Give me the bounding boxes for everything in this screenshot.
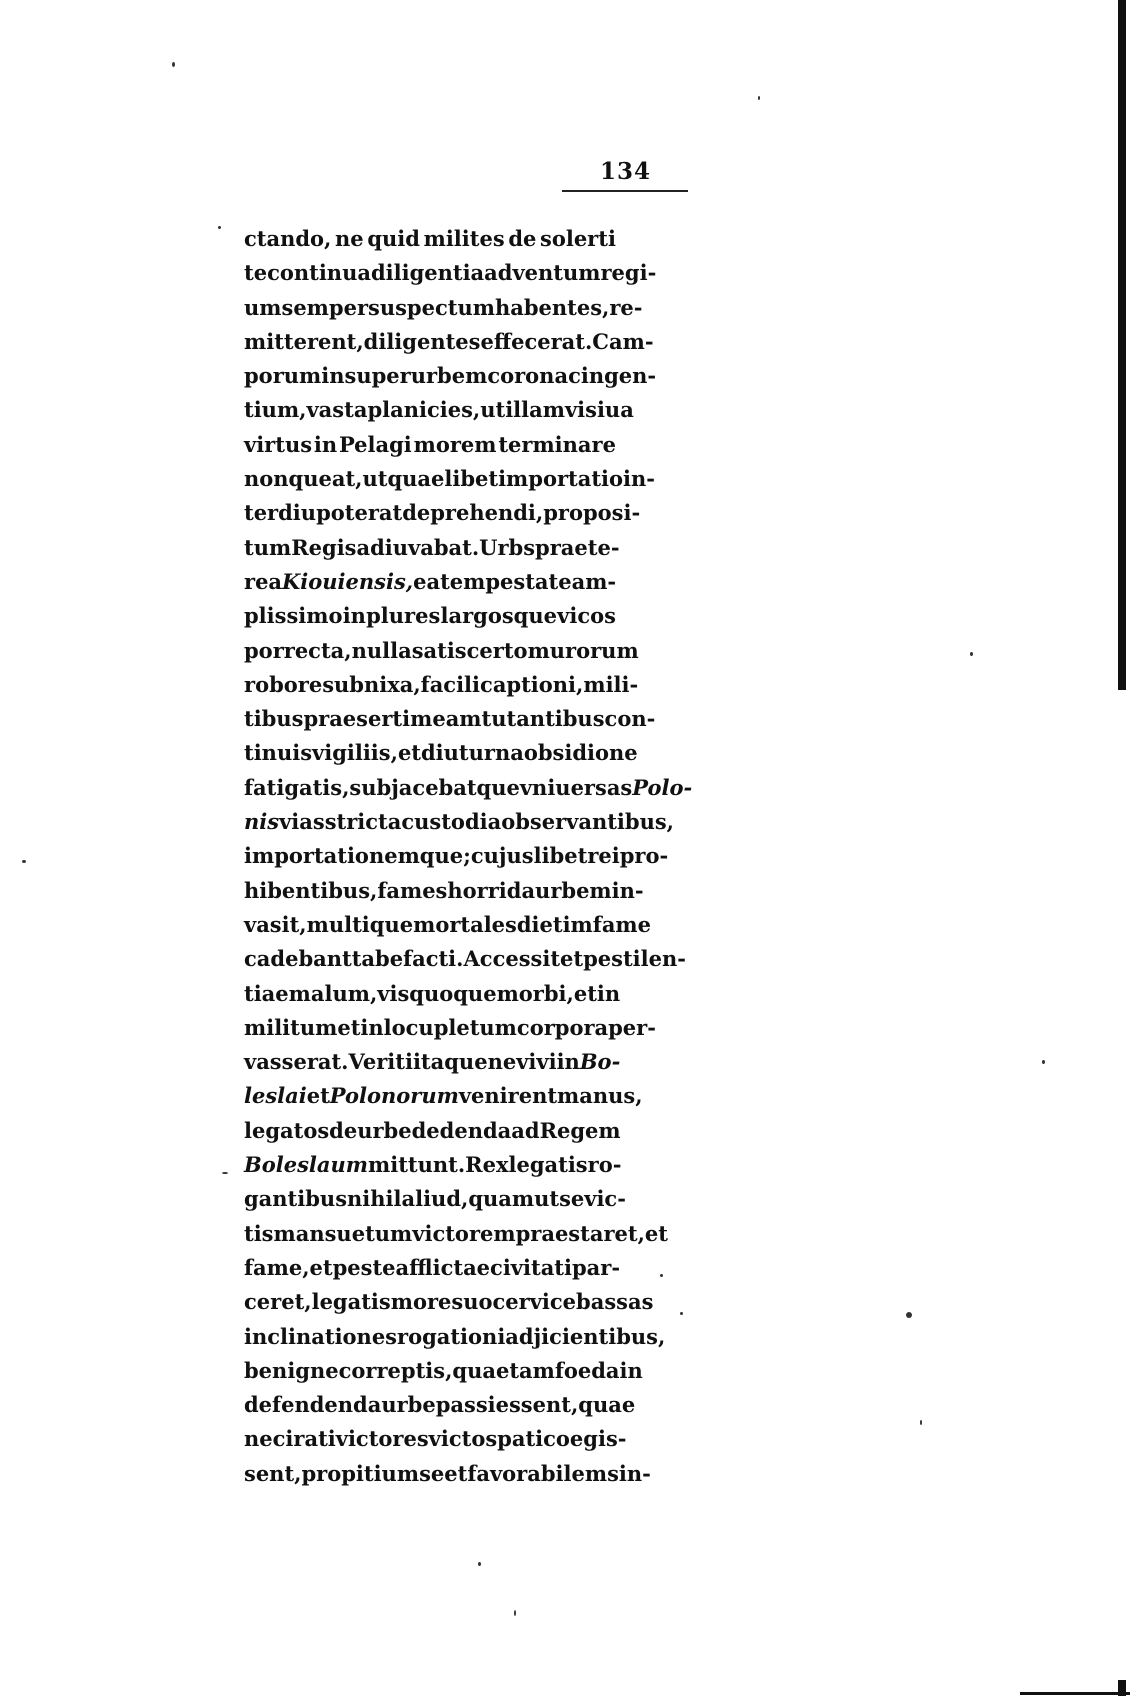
word: militum xyxy=(244,1014,338,1040)
word: quid xyxy=(367,226,420,251)
word: vicos xyxy=(557,603,616,629)
text-line xyxy=(244,428,616,462)
word: afflictae xyxy=(395,1254,491,1280)
word: facili xyxy=(420,671,481,697)
word: de xyxy=(508,226,537,251)
text-line xyxy=(244,908,652,942)
word: fame xyxy=(592,911,652,937)
word: cadebant xyxy=(244,946,352,972)
word: Veriti xyxy=(348,1049,413,1075)
text-line xyxy=(244,1388,636,1422)
word: illam xyxy=(505,397,565,423)
page-edge-shadow xyxy=(1118,0,1126,690)
word: mili- xyxy=(583,671,639,697)
scan-speck xyxy=(478,1562,481,1566)
word: plissimo xyxy=(244,603,343,629)
word: itaque xyxy=(412,1049,488,1075)
word: tempestate xyxy=(440,568,572,594)
word: importationemque; xyxy=(244,843,471,869)
word: pestilen- xyxy=(583,946,686,972)
word: rei xyxy=(587,843,620,869)
word: custodia xyxy=(401,809,502,835)
word: victos xyxy=(428,1426,498,1452)
text-line xyxy=(244,1011,656,1045)
word: subnixa, xyxy=(322,671,421,697)
text-line xyxy=(244,1320,666,1354)
text-line xyxy=(244,634,639,668)
word: nis xyxy=(244,809,280,835)
word: semper xyxy=(281,294,369,320)
word: non xyxy=(244,466,289,492)
word: multique xyxy=(306,911,414,937)
word: peste xyxy=(332,1254,396,1280)
scan-speck xyxy=(514,1610,516,1616)
text-line xyxy=(244,1285,654,1319)
word: diligentes xyxy=(363,328,481,354)
word: malum, xyxy=(288,980,378,1006)
text-line xyxy=(244,222,616,256)
scan-speck xyxy=(218,226,221,229)
word: inclinationes xyxy=(244,1323,397,1349)
word: defendenda xyxy=(244,1392,382,1418)
word: quoque xyxy=(409,980,497,1006)
scan-speck xyxy=(920,1420,922,1425)
word: habentes, xyxy=(494,294,610,320)
word: tiae xyxy=(244,980,289,1006)
word: re- xyxy=(609,294,643,320)
word: fames xyxy=(377,877,448,903)
word: et xyxy=(309,1254,333,1280)
word: praete- xyxy=(535,534,620,560)
word: virtus xyxy=(244,431,313,457)
text-line xyxy=(244,942,686,976)
word: sent, xyxy=(244,1460,302,1486)
text-line xyxy=(244,977,621,1011)
word: se xyxy=(559,1186,585,1212)
word: adventum xyxy=(484,260,601,286)
word: in xyxy=(313,431,338,457)
word: ne xyxy=(335,226,364,251)
word: porrecta, xyxy=(244,637,352,663)
word: manus, xyxy=(557,1083,643,1109)
word: Kiouiensis, xyxy=(282,568,414,594)
word: bassas xyxy=(576,1289,654,1315)
word: legatis xyxy=(311,1289,391,1315)
word: queat, xyxy=(288,466,363,492)
text-line xyxy=(244,325,654,359)
word: vias xyxy=(279,809,325,835)
scan-speck xyxy=(222,1172,228,1174)
word: leslai xyxy=(244,1083,307,1109)
word: suspectum xyxy=(368,294,495,320)
word: pro- xyxy=(619,843,669,869)
word: ro- xyxy=(587,1152,622,1178)
word: ne xyxy=(487,1049,517,1075)
scan-speck xyxy=(680,1312,683,1315)
word: quae xyxy=(452,1357,510,1383)
word: Cam- xyxy=(592,328,654,354)
word: terminare xyxy=(498,431,616,457)
text-line xyxy=(244,1422,627,1456)
bottom-edge-mark xyxy=(1118,1680,1126,1696)
word: in- xyxy=(611,877,644,903)
text-line xyxy=(244,1354,643,1388)
word: um xyxy=(244,294,282,320)
word: vasit, xyxy=(244,911,307,937)
word: quae xyxy=(578,1392,636,1418)
word: victores xyxy=(335,1426,429,1452)
word: mansuetum xyxy=(273,1220,413,1246)
word: Pelagi xyxy=(338,431,412,457)
word: quam xyxy=(468,1186,535,1212)
page-number: 134 xyxy=(600,158,652,185)
word: quaelibet xyxy=(387,466,499,492)
word: mittunt. xyxy=(368,1152,466,1178)
word: more xyxy=(390,1289,452,1315)
text-line xyxy=(244,702,656,736)
bottom-edge-rule xyxy=(1020,1692,1130,1695)
header-rule xyxy=(562,190,688,192)
word: suo xyxy=(451,1289,493,1315)
word: Regem xyxy=(539,1117,621,1143)
word: cervice xyxy=(492,1289,577,1315)
scan-speck xyxy=(906,1312,912,1318)
word: per- xyxy=(608,1014,656,1040)
text-line xyxy=(244,736,638,770)
scan-speck xyxy=(970,652,973,656)
word: murorum xyxy=(527,637,639,663)
word: terdiu xyxy=(244,500,317,526)
word: legatos xyxy=(244,1117,330,1143)
word: diligentia xyxy=(370,260,485,286)
word: corona xyxy=(487,363,569,389)
word: ut xyxy=(362,466,388,492)
word: captioni, xyxy=(480,671,584,697)
word: legatis xyxy=(508,1152,588,1178)
text-line xyxy=(244,1457,651,1491)
word: in xyxy=(596,980,621,1006)
word: insuper xyxy=(321,363,411,389)
word: continua xyxy=(267,260,371,286)
text-line xyxy=(244,291,643,325)
word: tinuis xyxy=(244,740,313,766)
text-line xyxy=(244,531,620,565)
word: nulla xyxy=(351,637,412,663)
word: praestaret, xyxy=(515,1220,645,1246)
word: et xyxy=(644,1220,668,1246)
word: tum xyxy=(244,534,292,560)
text-line xyxy=(244,874,644,908)
scan-speck xyxy=(172,62,175,67)
word: vniuersas xyxy=(519,774,633,800)
word: adjicientibus, xyxy=(505,1323,666,1349)
word: et xyxy=(337,1014,361,1040)
word: deprehendi, xyxy=(402,500,544,526)
text-line xyxy=(244,462,655,496)
word: proposi- xyxy=(543,500,641,526)
word: rea xyxy=(244,568,283,594)
text-line xyxy=(244,565,616,599)
word: dietim xyxy=(516,911,593,937)
word: nihil xyxy=(347,1186,402,1212)
word: hibentibus, xyxy=(244,877,378,903)
word: favorabilem xyxy=(467,1460,608,1486)
word: corpora xyxy=(516,1014,609,1040)
text-line xyxy=(244,359,657,393)
word: in xyxy=(556,1049,580,1075)
word: venirent xyxy=(458,1083,558,1109)
word: rogationi xyxy=(397,1323,506,1349)
word: diuturna xyxy=(421,740,524,766)
word: irati xyxy=(285,1426,336,1452)
word: ctando, xyxy=(244,226,332,251)
word: vasserat. xyxy=(244,1049,349,1075)
body-text xyxy=(244,222,693,1491)
word: milites xyxy=(423,226,505,251)
word: victorem xyxy=(412,1220,516,1246)
word: horrida xyxy=(447,877,536,903)
word: in xyxy=(360,1014,384,1040)
word: propitium xyxy=(301,1460,420,1486)
word: de xyxy=(329,1117,358,1143)
word: urbe xyxy=(357,1117,412,1143)
word: visiua xyxy=(564,397,634,423)
word: subjacebatque xyxy=(349,774,520,800)
text-line xyxy=(244,668,639,702)
word: et xyxy=(444,1460,468,1486)
word: morem xyxy=(413,431,497,457)
word: tam xyxy=(509,1357,555,1383)
text-line xyxy=(244,1217,668,1251)
word: robore xyxy=(244,671,323,697)
word: gantibus xyxy=(244,1186,348,1212)
word: nec xyxy=(244,1426,286,1452)
word: urbem xyxy=(535,877,612,903)
word: in xyxy=(342,603,366,629)
word: coegis- xyxy=(543,1426,627,1452)
word: effecerat. xyxy=(480,328,593,354)
word: largosque xyxy=(440,603,557,629)
word: praesertim xyxy=(303,706,433,732)
word: aliud, xyxy=(401,1186,469,1212)
word: eam xyxy=(432,706,482,732)
word: in- xyxy=(623,466,655,492)
word: tium, xyxy=(244,397,307,423)
text-line xyxy=(244,805,674,839)
word: Accessit xyxy=(463,946,561,972)
word: urbe xyxy=(381,1392,436,1418)
word: sin- xyxy=(607,1460,651,1486)
word: passi xyxy=(435,1392,496,1418)
text-line xyxy=(244,1045,621,1079)
word: et xyxy=(306,1083,330,1109)
word: tabefacti. xyxy=(351,946,464,972)
word: cujuslibet xyxy=(470,843,588,869)
word: te xyxy=(244,260,268,286)
text-line xyxy=(244,1079,643,1113)
word: solerti xyxy=(540,226,616,251)
text-line xyxy=(244,393,634,427)
word: mitterent, xyxy=(244,328,364,354)
word: vis xyxy=(377,980,410,1006)
word: satis xyxy=(411,637,467,663)
text-line xyxy=(244,1114,621,1148)
word: tis xyxy=(244,1220,274,1246)
word: civitati xyxy=(490,1254,572,1280)
word: correptis, xyxy=(338,1357,453,1383)
word: benigne xyxy=(244,1357,339,1383)
word: ceret, xyxy=(244,1289,312,1315)
word: adiuvabat. xyxy=(356,534,480,560)
word: stricta xyxy=(324,809,402,835)
word: vigiliis, xyxy=(312,740,398,766)
text-line xyxy=(244,1251,621,1285)
word: vic- xyxy=(584,1186,626,1212)
word: Rex xyxy=(465,1152,509,1178)
word: Polonorum xyxy=(329,1083,459,1109)
text-line xyxy=(244,256,657,290)
word: mortales xyxy=(413,911,517,937)
word: regi- xyxy=(600,260,657,286)
word: plures xyxy=(366,603,441,629)
word: poterat xyxy=(316,500,403,526)
word: ea xyxy=(413,568,441,594)
word: Bo- xyxy=(579,1049,621,1075)
scan-speck xyxy=(758,96,760,100)
word: morbi, xyxy=(496,980,574,1006)
word: porum xyxy=(244,363,322,389)
word: foeda xyxy=(554,1357,620,1383)
word: obsidione xyxy=(523,740,638,766)
word: importatio xyxy=(498,466,624,492)
word: et xyxy=(397,740,421,766)
word: planicies, xyxy=(367,397,481,423)
word: Regis xyxy=(291,534,357,560)
word: urbem xyxy=(410,363,488,389)
word: cingen- xyxy=(568,363,657,389)
word: par- xyxy=(571,1254,621,1280)
word: Polo- xyxy=(632,774,693,800)
scan-speck xyxy=(1042,1060,1045,1064)
word: locupletum xyxy=(383,1014,517,1040)
scan-speck xyxy=(660,1274,663,1277)
word: vasta xyxy=(306,397,368,423)
word: in xyxy=(619,1357,643,1383)
word: ut xyxy=(480,397,506,423)
word: fame, xyxy=(244,1254,310,1280)
word: se xyxy=(419,1460,445,1486)
scan-speck xyxy=(22,860,26,863)
word: dedenda xyxy=(411,1117,512,1143)
word: Boleslaum xyxy=(244,1152,368,1178)
text-line xyxy=(244,839,669,873)
text-line xyxy=(244,1148,622,1182)
word: et xyxy=(560,946,584,972)
word: essent, xyxy=(495,1392,579,1418)
word: Urbs xyxy=(479,534,536,560)
word: fatigatis, xyxy=(244,774,350,800)
word: et xyxy=(573,980,597,1006)
text-line xyxy=(244,496,641,530)
word: ut xyxy=(534,1186,560,1212)
word: vivi xyxy=(516,1049,557,1075)
text-line xyxy=(244,599,616,633)
word: con- xyxy=(604,706,656,732)
word: tibus xyxy=(244,706,304,732)
word: certo xyxy=(466,637,528,663)
text-line xyxy=(244,771,693,805)
word: observantibus, xyxy=(501,809,674,835)
text-line xyxy=(244,1182,626,1216)
word: tutantibus xyxy=(481,706,605,732)
word: am- xyxy=(571,568,617,594)
word: ad xyxy=(511,1117,540,1143)
word: pati xyxy=(497,1426,544,1452)
